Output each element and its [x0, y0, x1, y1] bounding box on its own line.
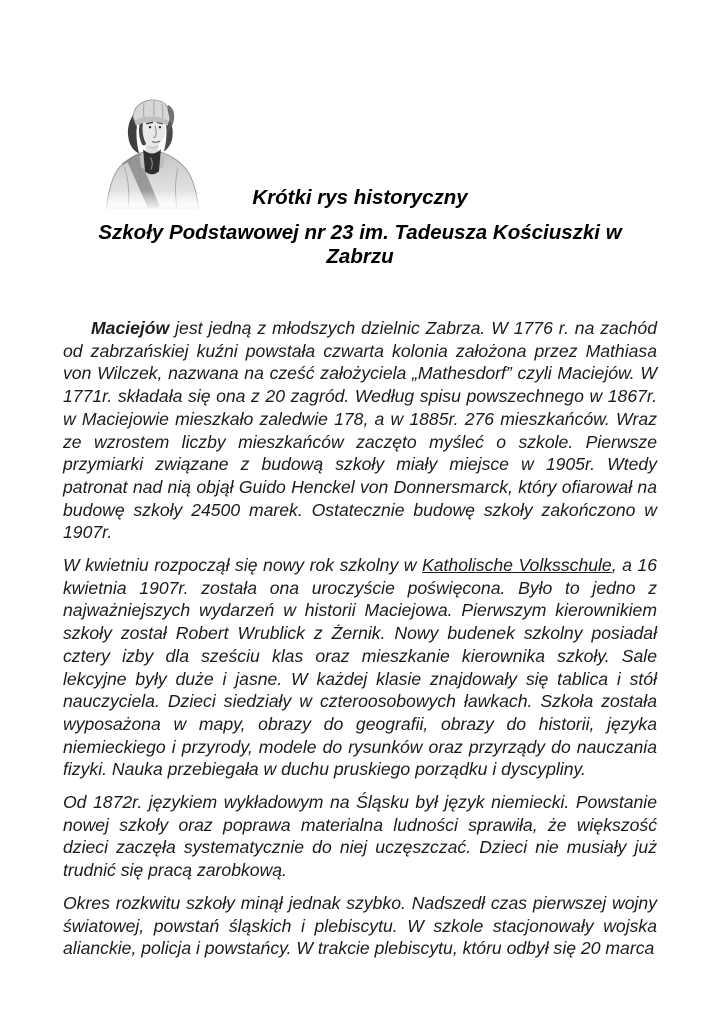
paragraph-1-text: jest jedną z młodszych dzielnic Zabrza. W 1776 r. na zachód od zabrzańskiej kuźni powstała czwarta kolonia założona przez Mathiasa von Wilczek, nazwana na cześć założyciela „Mathesdorf” czyli Maciejów. W 1771r. składała się ona z 20 zagród. Według spisu powszechnego w 1867r. w Maciejowie mieszkało zaledwie 178, a w 1885r. 276 mieszkańców. Wraz ze wzrostem liczby mieszkańców zaczęto myśleć o szkole. Pierwsze przymiarki związane z budową szkoły miały miejsce w 1905r. Wtedy patronat nad nią objął Guido Henckel von Donnersmarck, który ofiarował na budowę szkoły 24500 marek. Ostatecznie budowę szkoły zakończono w 1907r.	[63, 318, 657, 543]
document-subtitle-line1: Szkoły Podstawowej nr 23 im. Tadeusza Kościuszki w	[98, 221, 622, 244]
document-body	[63, 317, 657, 970]
document-header	[63, 185, 657, 269]
paragraph-school-opening	[63, 554, 657, 781]
document-subtitle	[63, 221, 657, 269]
paragraph-2-text-before: W kwietniu rozpoczął się nowy rok szkolny w	[63, 555, 422, 576]
paragraph-german-language: Od 1872r. językiem wykładowym na Śląsku był język niemiecki. Powstanie nowej szkoły oraz poprawa materialna ludności sprawiła, że większość dzieci zaczęła systematycznie do niej uczęszczać. Dzieci nie musiały już trudnić się pracą zarobkową.	[63, 792, 657, 881]
paragraph-war-period: Okres rozkwitu szkoły minął jednak szybko. Nadszedł czas pierwszej wojny światowej, powstań śląskich i plebiscytu. W szkole stacjonowały wojska alianckie, policja i powstańcy. W trakcie plebiscytu, któru odbył się 20 marca	[63, 892, 657, 959]
paragraph-2-text-after: , a 16 kwietnia 1907r. została ona uroczyście poświęcona. Było to jedno z najważniejszych wydarzeń w historii Maciejowa. Pierwszym kierownikiem szkoły został Robert Wrublick z Żernik. Nowy budenek szkolny posiadał cztery izby dla sześciu klas oraz mieszkanie kierownika szkoły. Sale lekcyjne były duże i jasne. W każdej klasie znajdowały się tablica i stół nauczyciela. Dzieci siedziały w czteroosobowych ławkach. Szkoła została wyposażona w mapy, obrazy do geografii, obrazy do historii, języka niemieckiego i przyrody, modele do rysunków oraz przyrządy do nauczania fizyki. Nauka przebiegała w duchu pruskiego porządku i dyscypliny.	[63, 555, 657, 780]
document-title: Krótki rys historyczny	[252, 186, 468, 209]
paragraph-lead-word: Maciejów	[91, 318, 170, 338]
document-subtitle-line2: Zabrzu	[326, 245, 394, 268]
underlined-term: Katholische Volksschule	[422, 555, 612, 576]
paragraph-maciejow-history	[63, 317, 657, 544]
